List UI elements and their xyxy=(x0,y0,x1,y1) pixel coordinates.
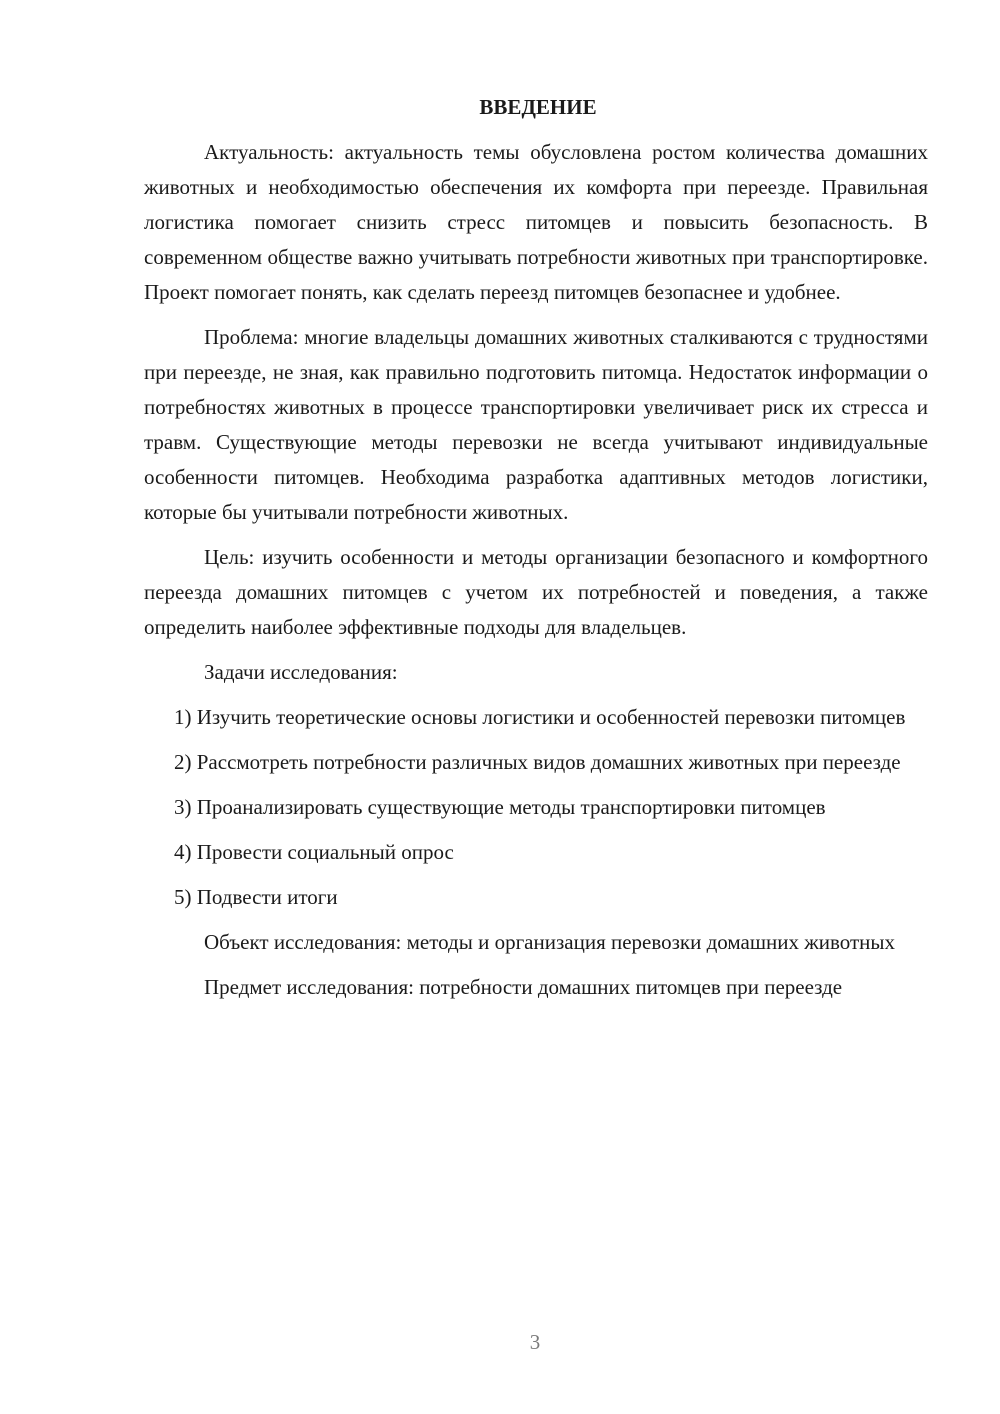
subject-paragraph: Предмет исследования: потребности домашних питомцев при переезде xyxy=(204,975,843,999)
page-number: 3 xyxy=(529,1330,541,1354)
task-item-2: 2) Рассмотреть потребности различных видов домашних животных при переезде xyxy=(174,750,901,774)
page-title: ВВЕДЕНИЕ xyxy=(479,95,597,119)
document-page xyxy=(144,90,928,1015)
relevance-paragraph: Актуальность: актуальность темы обусловлена ростом количества домашних животных и необходимостью обеспечения их комфорта при переезде. Правильная логистика помогает снизить стресс питомцев и повысить безопасность. В современном обществе важно учитывать потребности животных при транспортировке. Проект помогает понять, как сделать переезд питомцев безопаснее и удобнее. xyxy=(144,140,928,304)
task-item-4: 4) Провести социальный опрос xyxy=(174,840,454,864)
task-item-1: 1) Изучить теоретические основы логистики и особенностей перевозки питомцев xyxy=(174,705,906,729)
task-item-3: 3) Проанализировать существующие методы транспортировки питомцев xyxy=(174,795,826,819)
goal-paragraph: Цель: изучить особенности и методы организации безопасного и комфортного переезда домашних питомцев с учетом их потребностей и поведения, а также определить наиболее эффективные подходы для владельцев. xyxy=(144,545,928,639)
problem-paragraph: Проблема: многие владельцы домашних животных сталкиваются с трудностями при переезде, не зная, как правильно подготовить питомца. Недостаток информации о потребностях животных в процессе транспортировки увеличивает риск их стресса и травм. Существующие методы перевозки не всегда учитывают индивидуальные особенности питомцев. Необходима разработка адаптивных методов логистики, которые бы учитывали потребности животных. xyxy=(144,325,928,524)
tasks-heading: Задачи исследования: xyxy=(204,660,398,684)
task-item-5: 5) Подвести итоги xyxy=(174,885,338,909)
object-paragraph: Объект исследования: методы и организация перевозки домашних животных xyxy=(204,930,896,954)
